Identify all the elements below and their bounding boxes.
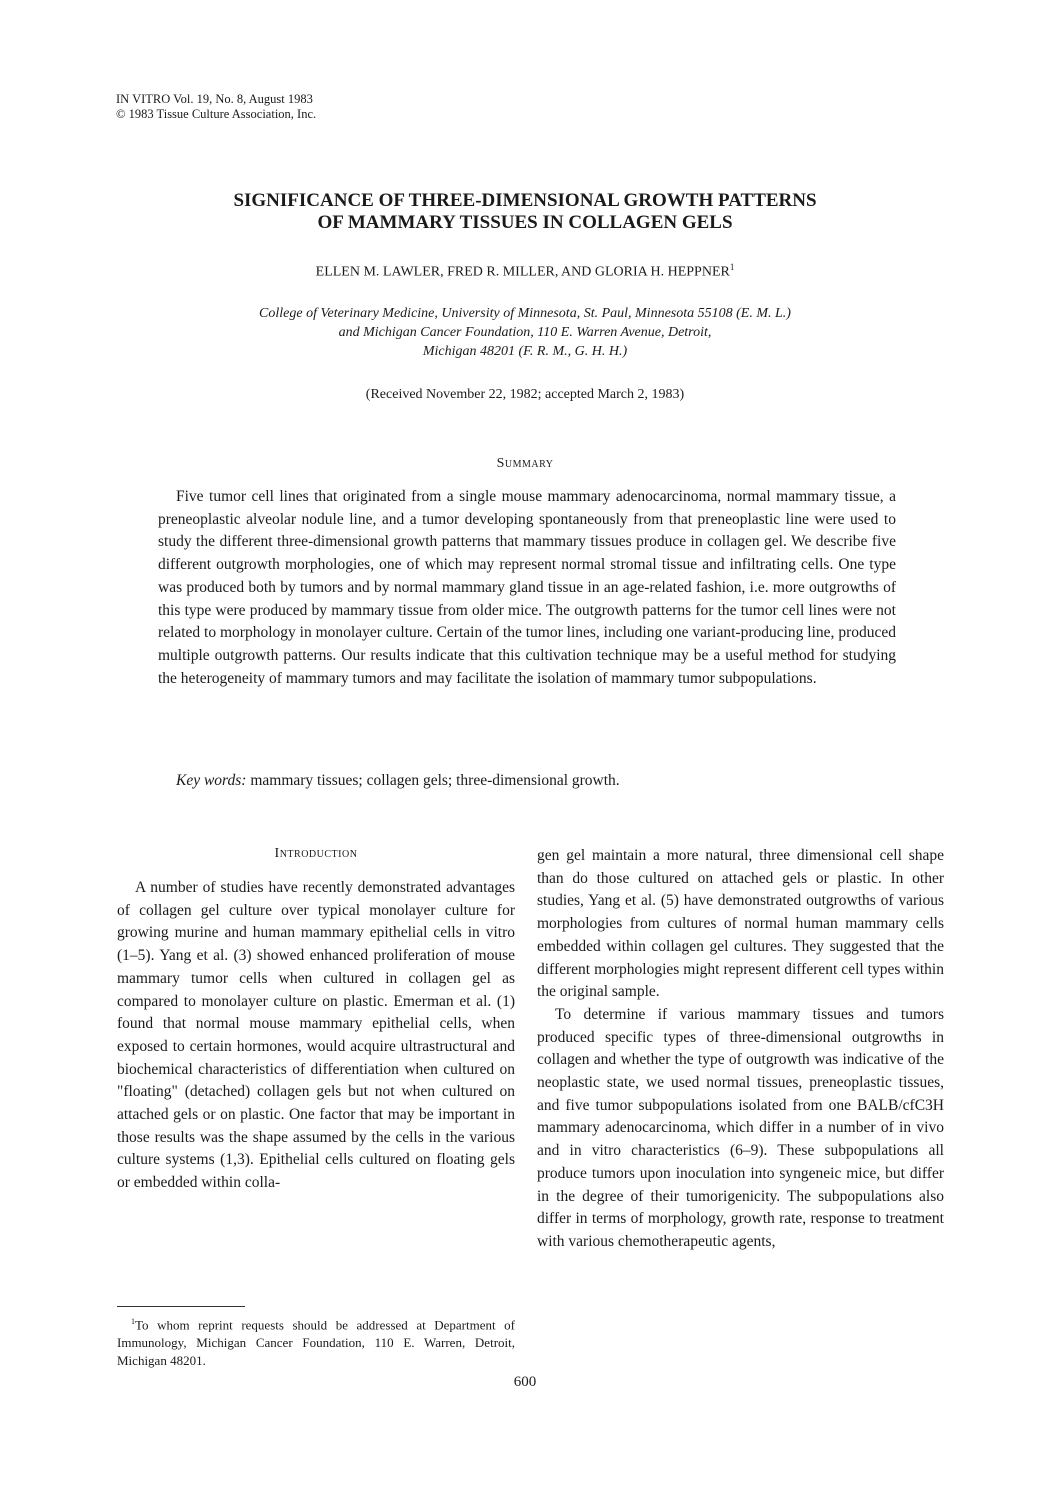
introduction-paragraph-2: To determine if various mammary tissues and tumors produced specific types of three-dimensional outgrowths in collagen and whether the type of outgrowth was indicative of the neoplastic state, we used normal tissues, preneoplastic tissues, and five tumor subpopulations isolated from one BALB/cfC3H mammary adenocarcinoma, which differ in a number of in vivo and in vitro characteristics (6–9). These subpopulations all produce tumors upon inoculation into syngeneic mice, but differ in the degree of their tumorigenicity. The subpopulations also differ in terms of morphology, growth rate, response to treatment with various chemotherapeutic agents, (537, 1005, 944, 1250)
footnote-mark: 1 (131, 1317, 135, 1326)
journal-citation (116, 92, 316, 122)
journal-volume-line: IN VITRO Vol. 19, No. 8, August 1983 (116, 92, 313, 106)
author-list (0, 262, 1050, 281)
article-title-line-2: OF MAMMARY TISSUES IN COLLAGEN GELS (317, 212, 733, 233)
received-dates: (Received November 22, 1982; accepted March 2, 1983) (365, 387, 685, 402)
keywords-text: mammary tissues; collagen gels; three-dimensional growth. (246, 772, 620, 789)
keywords-label: Key words: (176, 772, 247, 789)
summary-text: Five tumor cell lines that originated from a single mouse mammary adenocarcinoma, normal mammary tissue, a preneoplastic alveolar nodule line, and a tumor developing spontaneously from that preneoplastic line were used to study the different three-dimensional growth patterns that mammary tissues produce in collagen gel. We describe five different outgrowth morphologies, one of which may represent normal stromal tissue and infiltrating cells. One type was produced both by tumors and by normal mammary gland tissue in an age-related fashion, i.e. more outgrowths of this type were produced by mammary tissue from older mice. The outgrowth patterns for the tumor cell lines were not related to morphology in monolayer culture. Certain of the tumor lines, including one variant-producing line, produced multiple outgrowth patterns. Our results indicate that this cultivation technique may be a useful method for studying the heterogeneity of mammary tumors and may facilitate the isolation of mammary tumor subpopulations. (158, 488, 896, 687)
affiliation-line-3: Michigan 48201 (F. R. M., G. H. H.) (422, 344, 628, 359)
article-title-line-1: SIGNIFICANCE OF THREE-DIMENSIONAL GROWTH PATTERNS (233, 190, 817, 211)
summary-heading: Summary (496, 456, 554, 471)
page-number: 600 (513, 1374, 537, 1390)
footnote-text: To whom reprint requests should be addressed at Department of Immunology, Michigan Cancer Foundation, 110 E. Warren, Detroit, Michigan 48201. (117, 1317, 515, 1369)
affiliations (0, 304, 1050, 361)
introduction-heading: Introduction (274, 846, 358, 861)
footnote (117, 1313, 515, 1370)
author-names: ELLEN M. LAWLER, FRED R. MILLER, AND GLORIA H. HEPPNER (315, 264, 730, 280)
article-title (0, 190, 1050, 234)
left-column (117, 877, 515, 1195)
introduction-paragraph-continued: gen gel maintain a more natural, three dimensional cell shape than do those cultured on attached gels or plastic. In other studies, Yang et al. (5) have demonstrated outgrowths of various morphologies from cultures of normal human mammary cells embedded within collagen gel cultures. They suggested that the different morphologies might represent different cell types within the original sample. (537, 847, 944, 1001)
introduction-paragraph-1: A number of studies have recently demonstrated advantages of collagen gel culture over typical monolayer culture for growing murine and human mammary epithelial cells in vitro (1–5). Yang et al. (3) showed enhanced proliferation of mouse mammary tumor cells when cultured in collagen gel as compared to monolayer culture on plastic. Emerman et al. (1) found that normal mouse mammary epithelial cells, when exposed to certain hormones, would acquire ultrastructural and biochemical characteristics of differentiation when cultured on "floating" (detached) collagen gels but not when cultured on attached gels or on plastic. One factor that may be important in those results was the shape assumed by the cells in the various culture systems (1,3). Epithelial cells cultured on floating gels or embedded within colla- (117, 879, 515, 1192)
right-column (537, 845, 944, 1254)
affiliation-line-1: College of Veterinary Medicine, University of Minnesota, St. Paul, Minnesota 55108 (E. M. L.) (259, 306, 791, 321)
journal-copyright-line: © 1983 Tissue Culture Association, Inc. (116, 107, 317, 121)
author-footnote-mark: 1 (729, 262, 735, 272)
affiliation-line-2: and Michigan Cancer Foundation, 110 E. Warren Avenue, Detroit, (338, 325, 712, 340)
footnote-divider (117, 1306, 245, 1307)
keywords (158, 770, 896, 792)
